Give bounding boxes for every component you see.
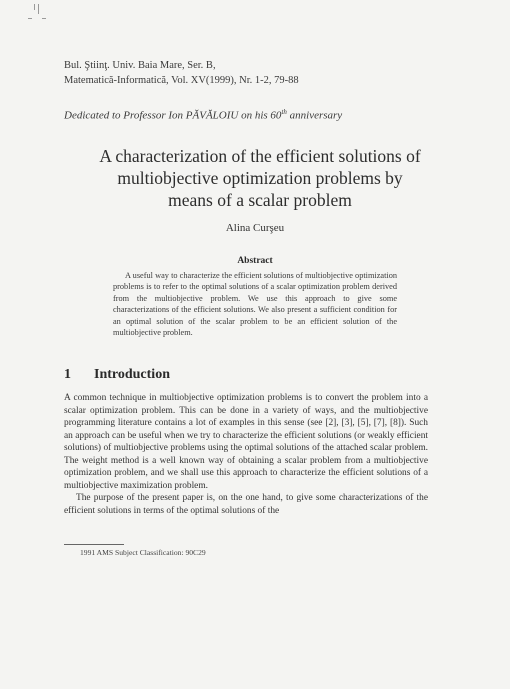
author-name: Alina Curşeu <box>225 222 285 234</box>
footnote-rule <box>64 544 124 545</box>
title-line1: A characterization of the efficient solutions of <box>99 146 421 166</box>
journal-header-line1: Bul. Ştiinţ. Univ. Baia Mare, Ser. B, <box>64 60 216 71</box>
section-number: 1 <box>64 367 71 382</box>
intro-paragraph-1: A common technique in multiobjective optimization problems is to convert the problem into a scalar optimization problem. This can be done in a variety of ways, and the multiobjective programming literature contains a lot of examples in this sense (see [2], [3], [5], [7], [8]). Such an approach can be useful when we try to characterize the efficient solutions (or weakly efficient solutions) of multiobjective problems using the optimal solutions of the attached scalar problem. The weight method is a well known way of obtaining a scalar problem from a multiobjective optimization problem, and we shall use this approach to characterize the efficient solutions of a multiobjective maximization problem. <box>64 393 428 491</box>
abstract-body <box>113 270 397 338</box>
abstract-heading: Abstract <box>237 256 273 266</box>
journal-header-line2: Matematică-Informatică, Vol. XV(1999), Nr. 1-2, 79-88 <box>64 75 299 86</box>
journal-header <box>64 58 299 88</box>
title-line3: means of a scalar problem <box>168 190 352 210</box>
introduction-body <box>64 392 428 517</box>
abstract-paragraph: A useful way to characterize the efficient solutions of multiobjective optimization problems is to refer to the optimal solutions of a scalar optimization problem derived from the multiobjective problem. We use this approach to give some characterizations of the efficient solutions. We also present a sufficient condition for an optimal solution of the scalar problem to be an efficient solution of the multiobjective problem. <box>113 271 397 338</box>
dedication-text-end: anniversary <box>286 109 343 122</box>
intro-paragraph-2: The purpose of the present paper is, on the one hand, to give some characterizations of the efficient solutions in terms of the optimal solutions of the <box>64 493 428 516</box>
scan-artifact <box>28 4 58 34</box>
title-line2: multiobjective optimization problems by <box>117 168 403 188</box>
dedication <box>64 108 342 122</box>
dedication-text: Dedicated to Professor Ion PĂVĂLOIU on his 60 <box>64 109 282 122</box>
section-heading <box>64 367 170 383</box>
section-title: Introduction <box>94 367 170 382</box>
dedication-superscript: th <box>281 108 287 116</box>
footnote: 1991 AMS Subject Classification: 90C29 <box>80 548 206 557</box>
paper-title <box>40 145 480 211</box>
